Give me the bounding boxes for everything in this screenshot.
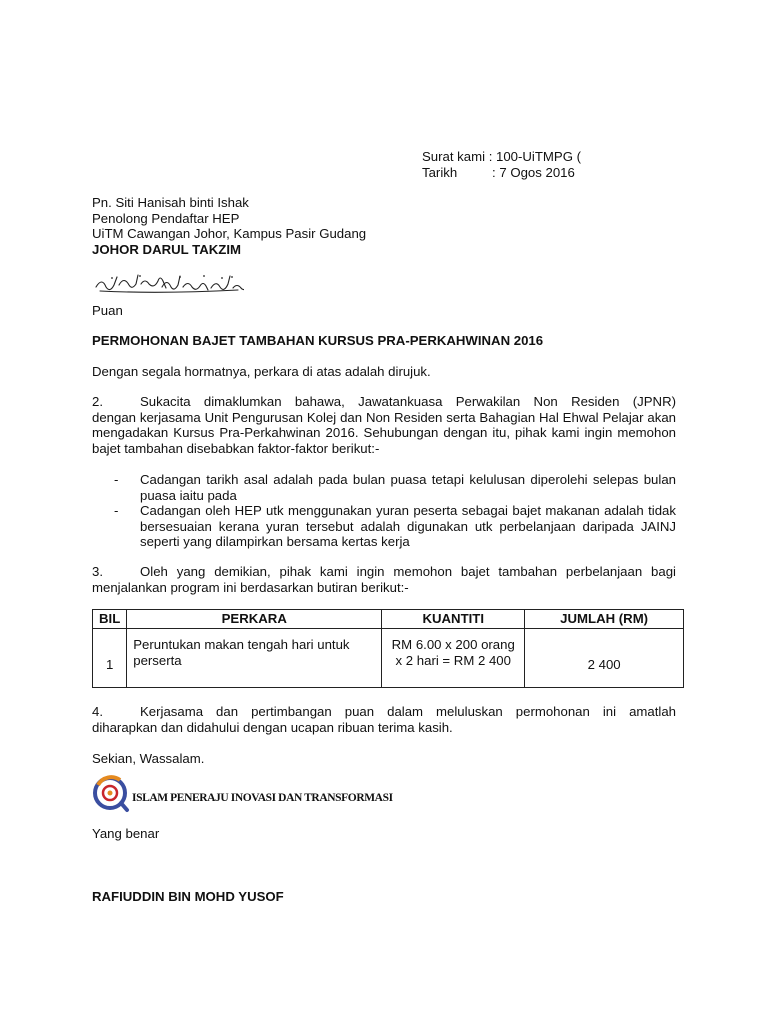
reference-block [422,149,581,180]
tarikh-label: Tarikh [422,164,458,180]
yang-benar: Yang benar [92,826,160,841]
table-header-row [93,610,684,629]
recipient-position: Penolong Pendaftar HEP [92,210,240,226]
recipient-institution: UiTM Cawangan Johor, Kampus Pasir Gudang [92,226,367,241]
recipient-address [92,195,366,257]
uitm-logo-icon [90,773,130,813]
greeting: Puan [92,303,123,318]
header-kuantiti: KUANTITI [382,610,525,629]
cell-jumlah: 2 400 [525,629,684,688]
kuantiti-line2: x 2 hari = RM 2 400 [395,652,511,668]
uitm-logo-banner [90,773,393,813]
signatory-name: RAFIUDDIN BIN MOHD YUSOF [92,889,284,904]
cell-kuantiti [382,629,525,688]
logo-slogan: ISLAM PENERAJU INOVASI DAN TRANSFORMASI [132,792,393,804]
paragraph-2-first-line [92,394,676,410]
paragraph-3 [92,564,676,595]
paragraph-2-body: dengan kerjasama Unit Pengurusan Kolej dan Non Residen serta Bahagian Hal Ehwal Pelajar akan mengadakan Kursus Pra-Perkahwinan 2016. Sehubungan dengan itu, pihak kami ingin memohon bajet tambahan disebabkan faktor-faktor berikut:- [92,409,676,456]
paragraph-4-line1: Kerjasama dan pertimbangan puan dalam meluluskan permohonan ini amatlah [140,704,676,719]
recipient-state: JOHOR DARUL TAKZIM [92,241,241,257]
surat-kami-line: Surat kami : 100-UiTMPG ( [422,149,582,164]
tarikh-value: : 7 Ogos 2016 [492,164,575,180]
bullet-mark-2: - [114,503,119,518]
bullet-item-1: Cadangan tarikh asal adalah pada bulan puasa tetapi kelulusan diperolehi selepas bulan puasa iaitu pada [140,472,676,503]
paragraph-4-body: diharapkan dan didahului dengan ucapan ribuan terima kasih. [92,719,453,735]
kuantiti-line1: RM 6.00 x 200 orang [391,637,515,652]
salam-calligraphy [92,272,244,294]
header-bil: BIL [93,610,127,629]
paragraph-2 [92,394,676,456]
recipient-name: Pn. Siti Hanisah binti Ishak [92,195,249,210]
paragraph-3-line1: Oleh yang demikian, pihak kami ingin memohon bajet tambahan perbelanjaan bagi [140,564,676,579]
cell-bil: 1 [93,629,127,688]
cell-perkara: Peruntukan makan tengah hari untuk perserta [127,629,382,688]
header-perkara: PERKARA [127,610,382,629]
paragraph-4-first-line [92,704,676,720]
paragraph-4 [92,704,676,735]
header-jumlah: JUMLAH (RM) [525,610,684,629]
paragraph-3-first-line [92,564,676,580]
paragraph-2-number: 2. [92,394,103,409]
paragraph-1: Dengan segala hormatnya, perkara di atas adalah dirujuk. [92,364,431,379]
subject-heading: PERMOHONAN BAJET TAMBAHAN KURSUS PRA-PERKAHWINAN 2016 [92,333,544,348]
salam-calligraphy-image [92,272,244,294]
bullet-item-2: Cadangan oleh HEP utk menggunakan yuran peserta sebagai bajet makanan adalah tidak bersesuaian kerana yuran tersebut adalah digunakan utk perbelanjaan daripada JAINJ seperti yang dilampirkan bersama kertas kerja [140,503,676,549]
tarikh-line [422,165,581,181]
paragraph-3-number: 3. [92,564,103,579]
budget-table [92,609,684,688]
table-row [93,629,684,688]
paragraph-2-line1: Sukacita dimaklumkan bahawa, Jawatankuasa Perwakilan Non Residen (JPNR) [140,394,676,409]
bullet-mark-1: - [114,472,119,487]
paragraph-3-body: menjalankan program ini berdasarkan butiran berikut:- [92,579,409,595]
paragraph-4-number: 4. [92,704,103,719]
closing-line: Sekian, Wassalam. [92,751,205,766]
